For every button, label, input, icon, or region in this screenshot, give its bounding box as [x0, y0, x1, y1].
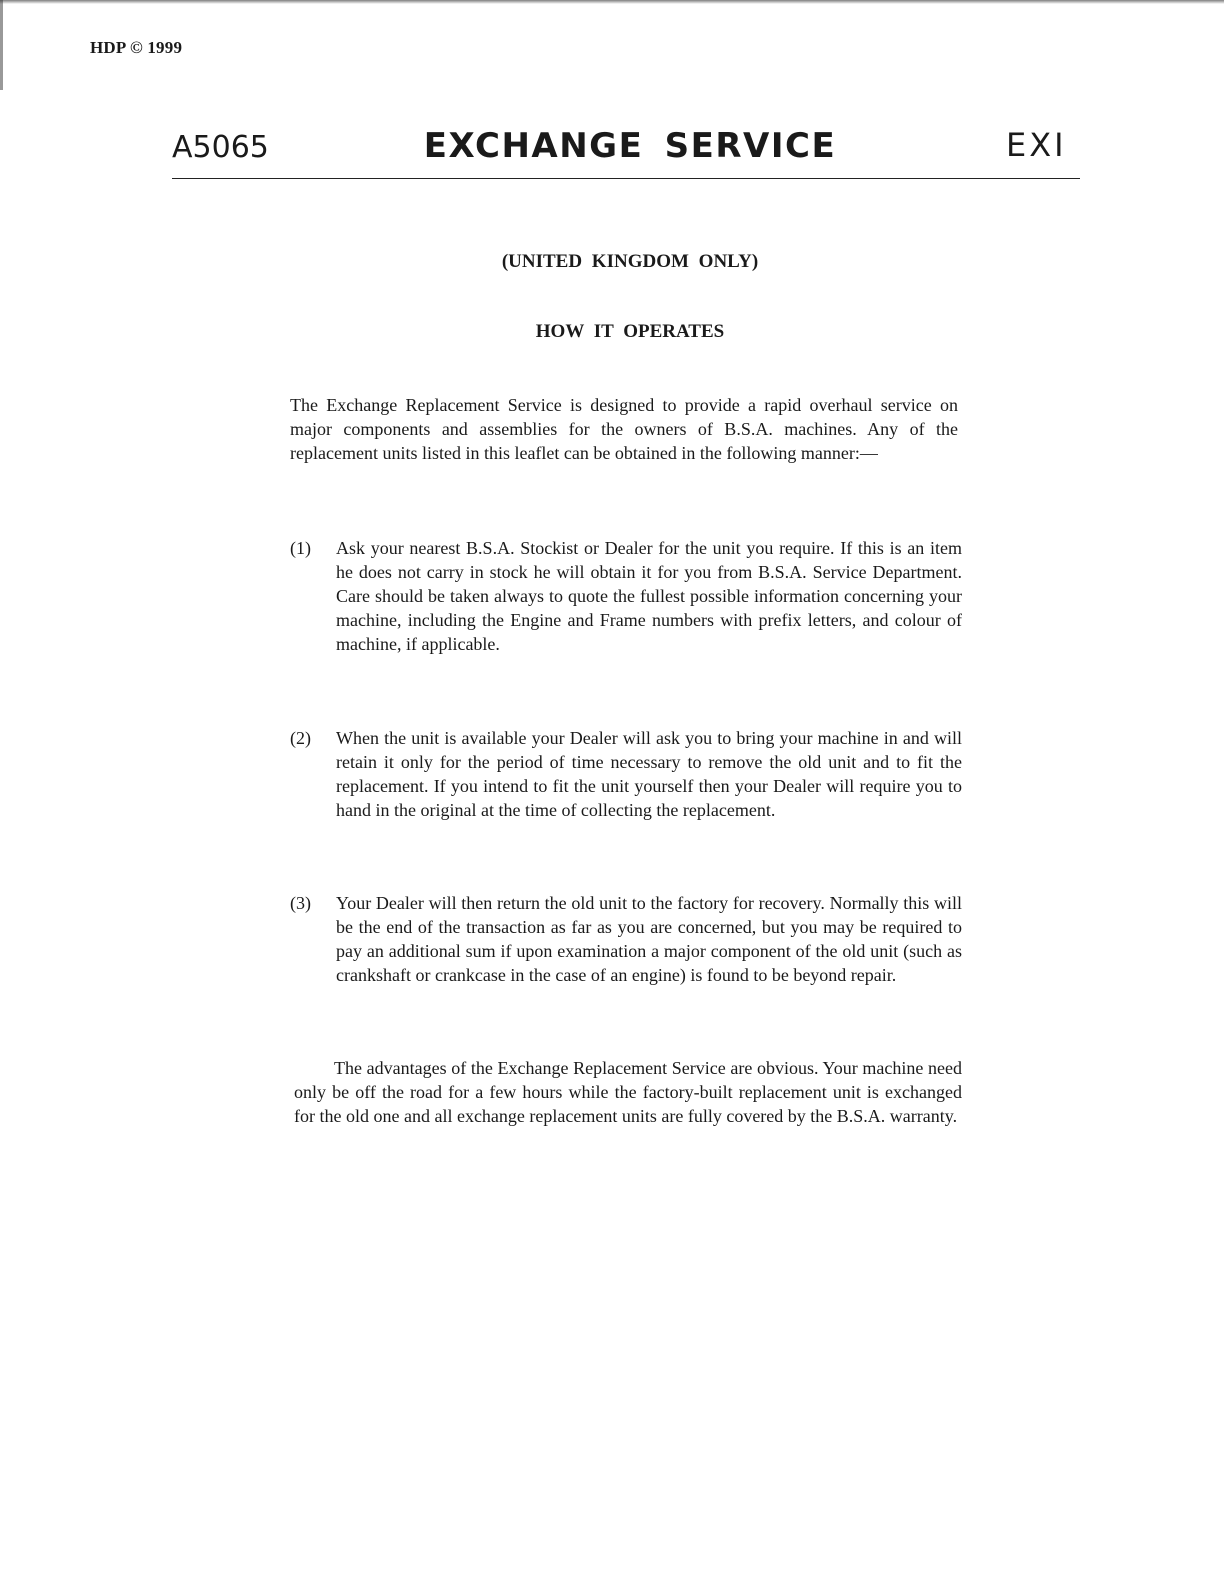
list-item-number: (3)	[290, 893, 311, 913]
scan-edge-left	[0, 0, 3, 90]
scan-edge-top	[0, 0, 1224, 4]
list-item-text: When the unit is available your Dealer will ask you to bring your machine in and will retain it only for the period of time necessary to remove the old unit and to fit the replacement. If you intend to fit the unit yourself then your Dealer will require you to hand in the original at the time of collecting the replacement.	[336, 728, 962, 820]
document-code: A5065	[172, 130, 269, 165]
copyright-notice: HDP © 1999	[90, 38, 183, 57]
list-item-text: Your Dealer will then return the old unit to the factory for recovery. Normally this will be the end of the transaction as far as you are concerned, but you may be required to pay an additional sum if upon examination a major component of the old unit (such as crankshaft or crankcase in the case of an engine) is found to be beyond repair.	[336, 893, 962, 985]
intro-paragraph: The Exchange Replacement Service is designed to provide a rapid overhaul service on major components and assemblies for the owners of B.S.A. machines. Any of the replacement units listed in this leaflet can be obtained in the following manner:—	[290, 395, 958, 463]
closing-paragraph: The advantages of the Exchange Replacement Service are obvious. Your machine need only be off the road for a few hours while the factory-built replacement unit is exchanged for the old one and all exchange replacement units are fully covered by the B.S.A. warranty.	[294, 1058, 962, 1126]
list-item-number: (2)	[290, 728, 311, 748]
list-item-text: Ask your nearest B.S.A. Stockist or Dealer for the unit you require. If this is an item he does not carry in stock he will obtain it for you from B.S.A. Service Department. Care should be taken always to quote the fullest possible information concerning your machine, including the Engine and Frame numbers with prefix letters, and colour of machine, if applicable.	[336, 538, 962, 654]
region-subtitle: (UNITED KINGDOM ONLY)	[501, 251, 759, 272]
section-heading: HOW IT OPERATES	[535, 321, 725, 342]
page-title: EXCHANGE SERVICE	[423, 126, 837, 166]
document-ref: EXI	[1006, 126, 1067, 164]
list-item-number: (1)	[290, 538, 311, 558]
header-rule	[172, 178, 1080, 179]
